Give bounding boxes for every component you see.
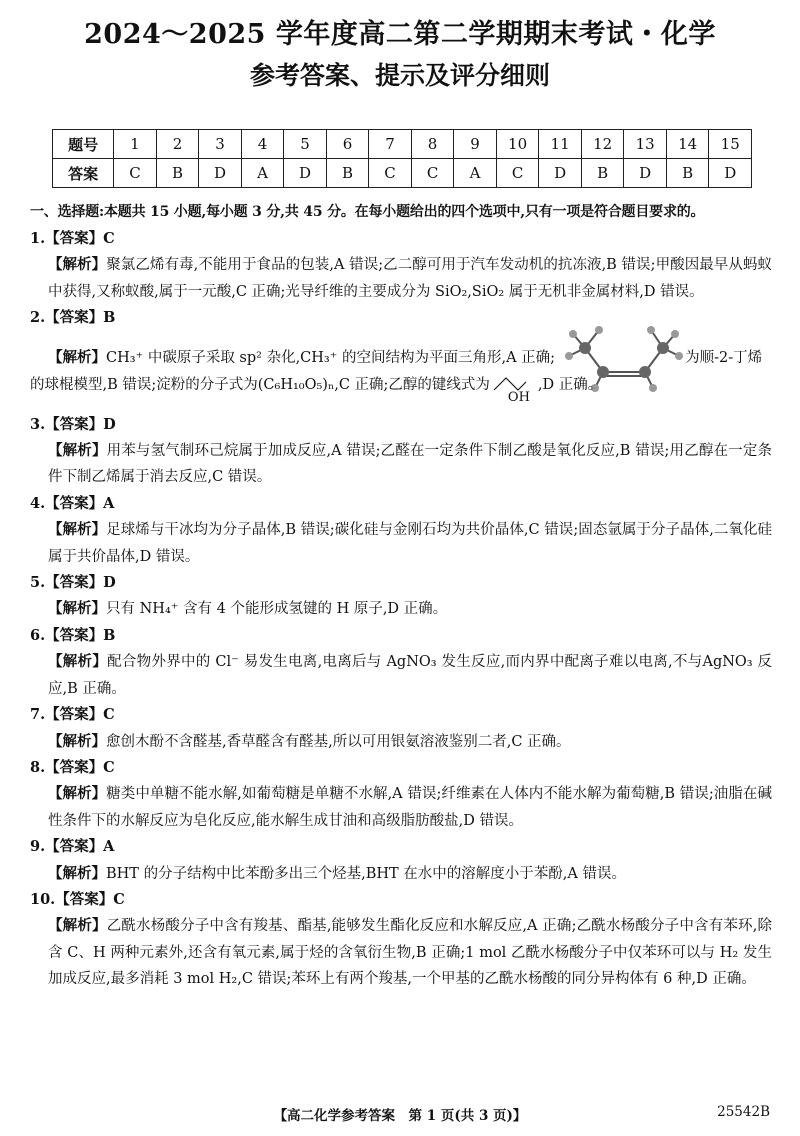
question-6-analysis: 【解析】配合物外界中的 Cl⁻ 易发生电离,电离后与 AgNO₃ 发生反应,而内界中配离子难以电离,不与AgNO₃ 反应,B 正确。 <box>48 653 772 697</box>
number-cell: 4 <box>241 130 284 159</box>
answer-table-answers-row <box>53 159 752 188</box>
answer-cell: B <box>326 159 369 188</box>
ethanol-skeletal-formula: OH <box>490 372 538 412</box>
number-cell: 8 <box>411 130 454 159</box>
answer-cell: C <box>496 159 539 188</box>
answer-cell: C <box>411 159 454 188</box>
footer-page-info: 【高二化学参考答案 第 1 页(共 3 页)】 <box>273 1108 527 1124</box>
answers-row-label: 答案 <box>53 159 114 188</box>
answer-cell: D <box>624 159 667 188</box>
answer-cell: D <box>709 159 752 188</box>
question-9-analysis: 【解析】BHT 的分子结构中比苯酚多出三个烃基,BHT 在水中的溶解度小于苯酚,A 错误。 <box>48 864 626 882</box>
answer-cell: D <box>539 159 582 188</box>
answer-cell: B <box>666 159 709 188</box>
number-cell: 2 <box>156 130 199 159</box>
question-8-answer: 8.【答案】C <box>30 758 115 776</box>
question-5-answer: 5.【答案】D <box>30 574 116 592</box>
answer-body <box>30 226 772 993</box>
number-cell: 13 <box>624 130 667 159</box>
question-2-answer: 2.【答案】B <box>30 309 116 327</box>
footer-code: 25542B <box>717 1104 770 1120</box>
number-cell: 9 <box>454 130 497 159</box>
question-7-analysis: 【解析】愈创木酚不含醛基,香草醛含有醛基,所以可用银氨溶液鉴别二者,C 正确。 <box>48 732 571 750</box>
number-cell: 11 <box>539 130 582 159</box>
answer-cell: D <box>199 159 242 188</box>
answer-cell: D <box>284 159 327 188</box>
exam-title: 2024～2025 学年度高二第二学期期末考试・化学 <box>84 19 716 50</box>
question-1-analysis: 【解析】聚氯乙烯有毒,不能用于食品的包装,A 错误;乙二醇可用于汽车发动机的抗冻液,B 错误;甲酸因最早从蚂蚁中获得,又称蚁酸,属于一元酸,C 正确;光导纤维的主要成分为 SiO₂,SiO₂ 属于无机非金属材料,D 错误。 <box>48 256 772 300</box>
question-10-answer: 10.【答案】C <box>30 890 125 908</box>
number-cell: 15 <box>709 130 752 159</box>
question-8-analysis: 【解析】糖类中单糖不能水解,如葡萄糖是单糖不水解,A 错误;纤维素在人体内不能水解为葡萄糖,B 错误;油脂在碱性条件下的水解反应为皂化反应,能水解生成甘油和高级脂肪酸盐,D 错误。 <box>48 785 772 829</box>
question-2-analysis-cont: 的球棍模型,B 错误;淀粉的分子式为(C₆H₁₀O₅)ₙ,C 正确;乙醇的键线式为 OH ,D 正确。 <box>30 372 772 412</box>
number-cell: 12 <box>581 130 624 159</box>
number-cell: 14 <box>666 130 709 159</box>
question-6-answer: 6.【答案】B <box>30 626 116 644</box>
number-cell: 6 <box>326 130 369 159</box>
question-10-analysis: 【解析】乙酰水杨酸分子中含有羧基、酯基,能够发生酯化反应和水解反应,A 正确;乙酰水杨酸分子中含有苯环,除含 C、H 两种元素外,还含有氧元素,属于烃的含氧衍生物,B 正确;1 mol 乙酰水杨酸分子中仅苯环可以与 H₂ 发生加成反应,最多消耗 3 mol H₂,C 错误;苯环上有两个羧基,一个甲基的乙酰水杨酸的同分异构体有 6 种,D 正确。 <box>48 917 772 988</box>
question-9-answer: 9.【答案】A <box>30 838 115 856</box>
question-1-answer: 1.【答案】C <box>30 230 115 247</box>
number-cell: 3 <box>199 130 242 159</box>
number-cell: 10 <box>496 130 539 159</box>
question-4-analysis: 【解析】足球烯与干冰均为分子晶体,B 错误;碳化硅与金刚石均为共价晶体,C 错误;固态氩属于分子晶体,二氧化硅属于共价晶体,D 错误。 <box>48 521 773 565</box>
question-2-analysis: 【解析】CH₃⁺ 中碳原子采取 sp² 杂化,CH₃⁺ 的空间结构为平面三角形,A 正确; 为顺-2-丁烯 <box>48 320 772 372</box>
answer-cell: A <box>241 159 284 188</box>
exam-subtitle: 参考答案、提示及评分细则 <box>249 61 550 90</box>
answer-cell: C <box>369 159 412 188</box>
question-3-answer: 3.【答案】D <box>30 415 116 433</box>
section-heading: 一、选择题:本题共 15 小题,每小题 3 分,共 45 分。在每小题给出的四个选项中,只有一项是符合题目要求的。 <box>30 204 705 220</box>
answer-cell: C <box>114 159 157 188</box>
answer-table <box>52 129 752 188</box>
question-3-analysis: 【解析】用苯与氢气制环己烷属于加成反应,A 错误;乙醛在一定条件下制乙酸是氧化反应,B 错误;用乙醇在一定条件下制乙烯属于消去反应,C 错误。 <box>48 442 772 486</box>
answer-table-numbers-row <box>53 130 752 159</box>
question-4-answer: 4.【答案】A <box>30 494 115 512</box>
number-cell: 1 <box>114 130 157 159</box>
answer-cell: A <box>454 159 497 188</box>
question-5-analysis: 【解析】只有 NH₄⁺ 含有 4 个能形成氢键的 H 原子,D 正确。 <box>48 600 448 618</box>
number-cell: 5 <box>284 130 327 159</box>
question-7-answer: 7.【答案】C <box>30 706 115 724</box>
answer-cell: B <box>156 159 199 188</box>
answer-cell: B <box>581 159 624 188</box>
numbers-row-label: 题号 <box>53 130 114 159</box>
number-cell: 7 <box>369 130 412 159</box>
